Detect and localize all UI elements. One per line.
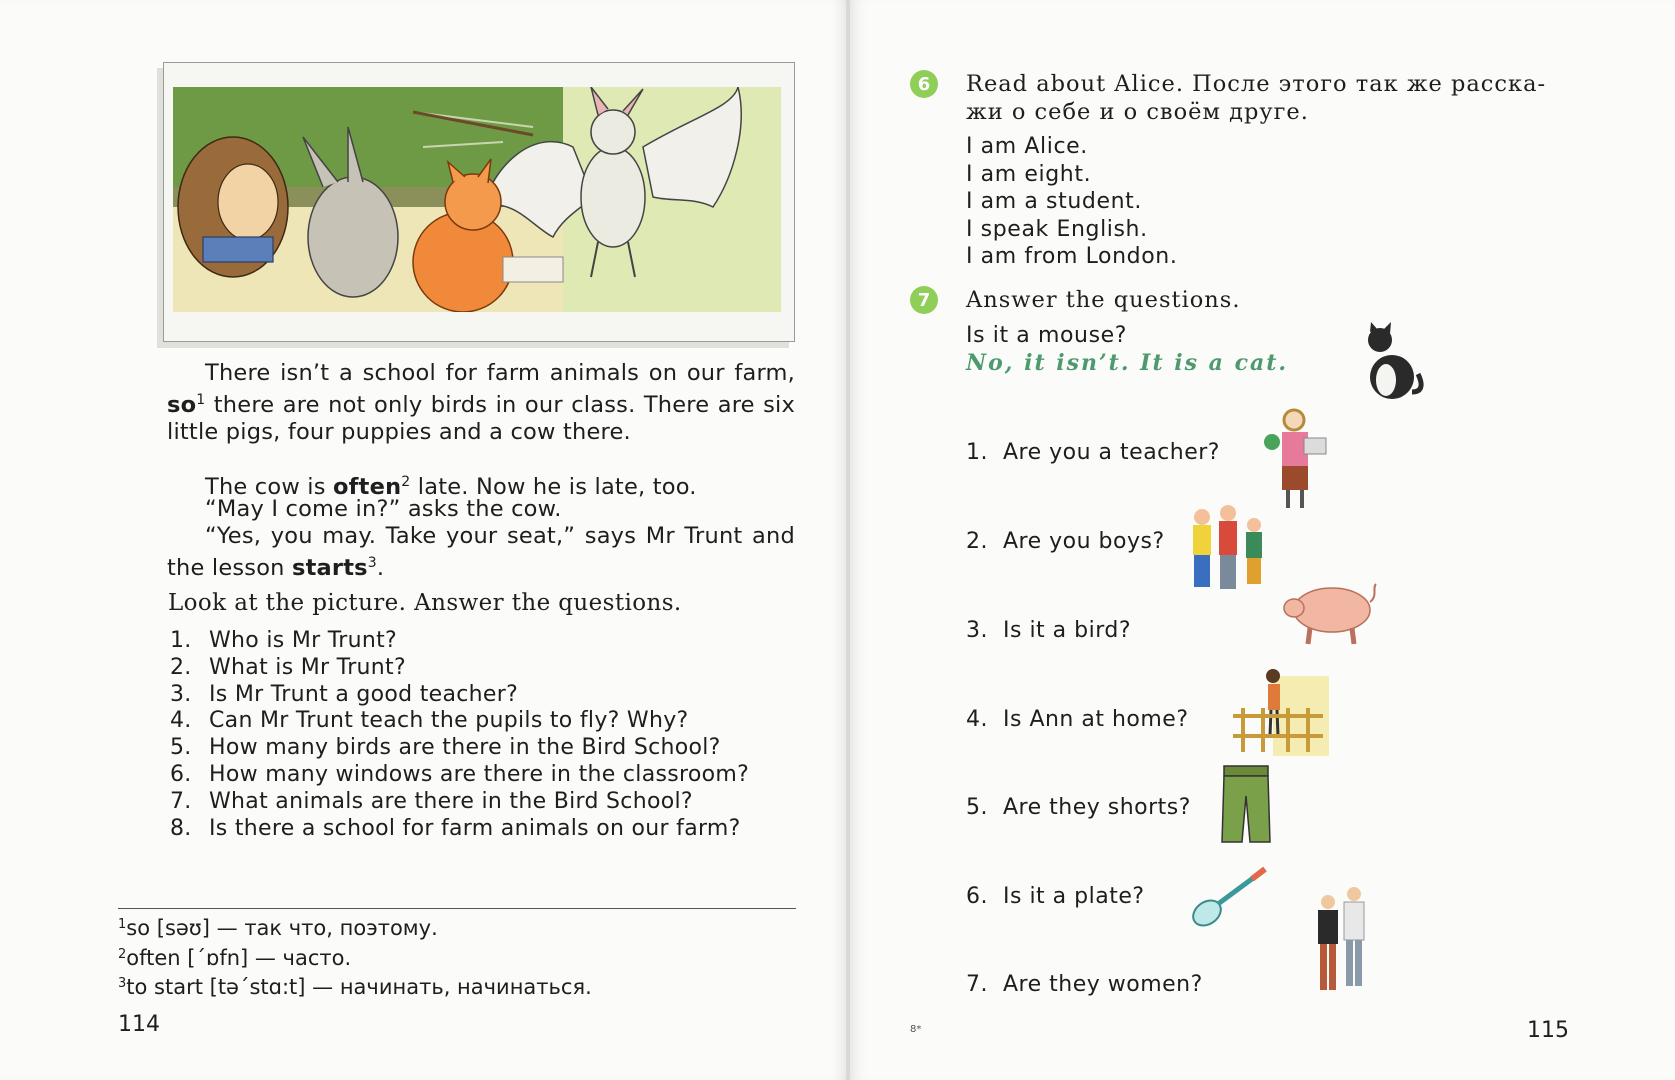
question-5: 5. Are they shorts?: [966, 795, 1191, 820]
list-item: 6. How many windows are there in the classroom?: [170, 761, 750, 787]
list-item: I am Alice.: [966, 134, 1088, 159]
story-paragraph-4: “Yes, you may. Take your seat,” says Mr Trunt and the lesson starts$^3$.: [167, 523, 795, 581]
example-question: Is it a mouse?: [966, 323, 1128, 348]
question-3: 3. Is it a bird?: [966, 618, 1132, 643]
teacher-picture: [1262, 408, 1332, 516]
story-paragraph-3: “May I come in?” asks the cow.: [205, 496, 562, 522]
page-number-right: 115: [1527, 1018, 1569, 1043]
list-item: 2. What is Mr Trunt?: [170, 654, 406, 680]
exercise-7-heading: Answer the questions.: [966, 287, 1241, 313]
question-7: 7. Are they women?: [966, 972, 1203, 997]
footnote-3: $^3$to start [təˊstɑ:t] — начинать, начинаться.: [118, 975, 592, 999]
footnote-ref-3: 3: [367, 555, 377, 571]
list-item: I am from London.: [966, 244, 1178, 269]
bold-word-often: often: [333, 474, 402, 500]
task-heading: Look at the picture. Answer the questions.: [168, 590, 682, 616]
shorts-picture: [1218, 762, 1274, 848]
exercise-6-heading: Read about Alice. После этого так же расска- жи о себе и о своём друге.: [966, 71, 1547, 125]
question-1: 1. Are you a teacher?: [966, 440, 1220, 465]
exercise-6-lines: [966, 133, 1177, 271]
signature-mark: 8*: [910, 1024, 922, 1035]
story-paragraph-2: The cow is often$^2$ late. Now he is late, too.: [205, 474, 697, 500]
footnotes: [118, 912, 592, 1001]
example-answer: No, it isn’t. It is a cat.: [966, 350, 1289, 376]
exercise-6-badge: 6: [910, 70, 938, 98]
classroom-illustration: [163, 62, 795, 342]
page-number-left: 114: [118, 1012, 160, 1037]
list-item: I speak English.: [966, 216, 1148, 242]
bold-word-so: so: [167, 392, 197, 418]
men-picture: [1310, 886, 1372, 998]
classroom-drawing: [173, 87, 781, 312]
ann-at-home-picture: [1233, 666, 1329, 756]
footnote-ref-2: 2: [401, 474, 411, 490]
pig-picture: [1280, 580, 1380, 648]
exercise-7-badge: 7: [910, 286, 938, 314]
list-item: 4. Can Mr Trunt teach the pupils to fly? Why?: [170, 708, 689, 734]
boys-picture: [1188, 505, 1268, 600]
bold-word-starts: starts: [292, 555, 368, 581]
footnote-1: $^1$so [səʊ] — так что, поэтому.: [118, 916, 438, 940]
list-item: 3. Is Mr Trunt a good teacher?: [170, 681, 519, 707]
list-item: 7. What animals are there in the Bird School?: [170, 788, 693, 814]
cat-picture: [1362, 322, 1424, 402]
story-paragraph-1: There isn’t a school for farm animals on our farm, $so^1$ there are not only birds in our class. There are six little pigs, four puppies and a cow there.: [167, 360, 795, 445]
question-4: 4. Is Ann at home?: [966, 707, 1189, 732]
left-question-list: [170, 628, 800, 842]
spoon-picture: [1190, 866, 1270, 930]
list-item: 1. Who is Mr Trunt?: [170, 628, 397, 653]
list-item: 8. Is there a school for farm animals on our farm?: [170, 815, 741, 841]
footnote-ref-1: 1: [196, 392, 206, 408]
list-item: I am eight.: [966, 161, 1092, 187]
footnote-2: $^2$often [ˊɒfn] — часто.: [118, 945, 352, 970]
footnote-divider: [118, 908, 796, 909]
book-spine: [846, 0, 850, 1080]
question-6: 6. Is it a plate?: [966, 884, 1145, 909]
list-item: 5. How many birds are there in the Bird School?: [170, 735, 721, 761]
list-item: I am a student.: [966, 189, 1142, 214]
question-2: 2. Are you boys?: [966, 529, 1165, 554]
